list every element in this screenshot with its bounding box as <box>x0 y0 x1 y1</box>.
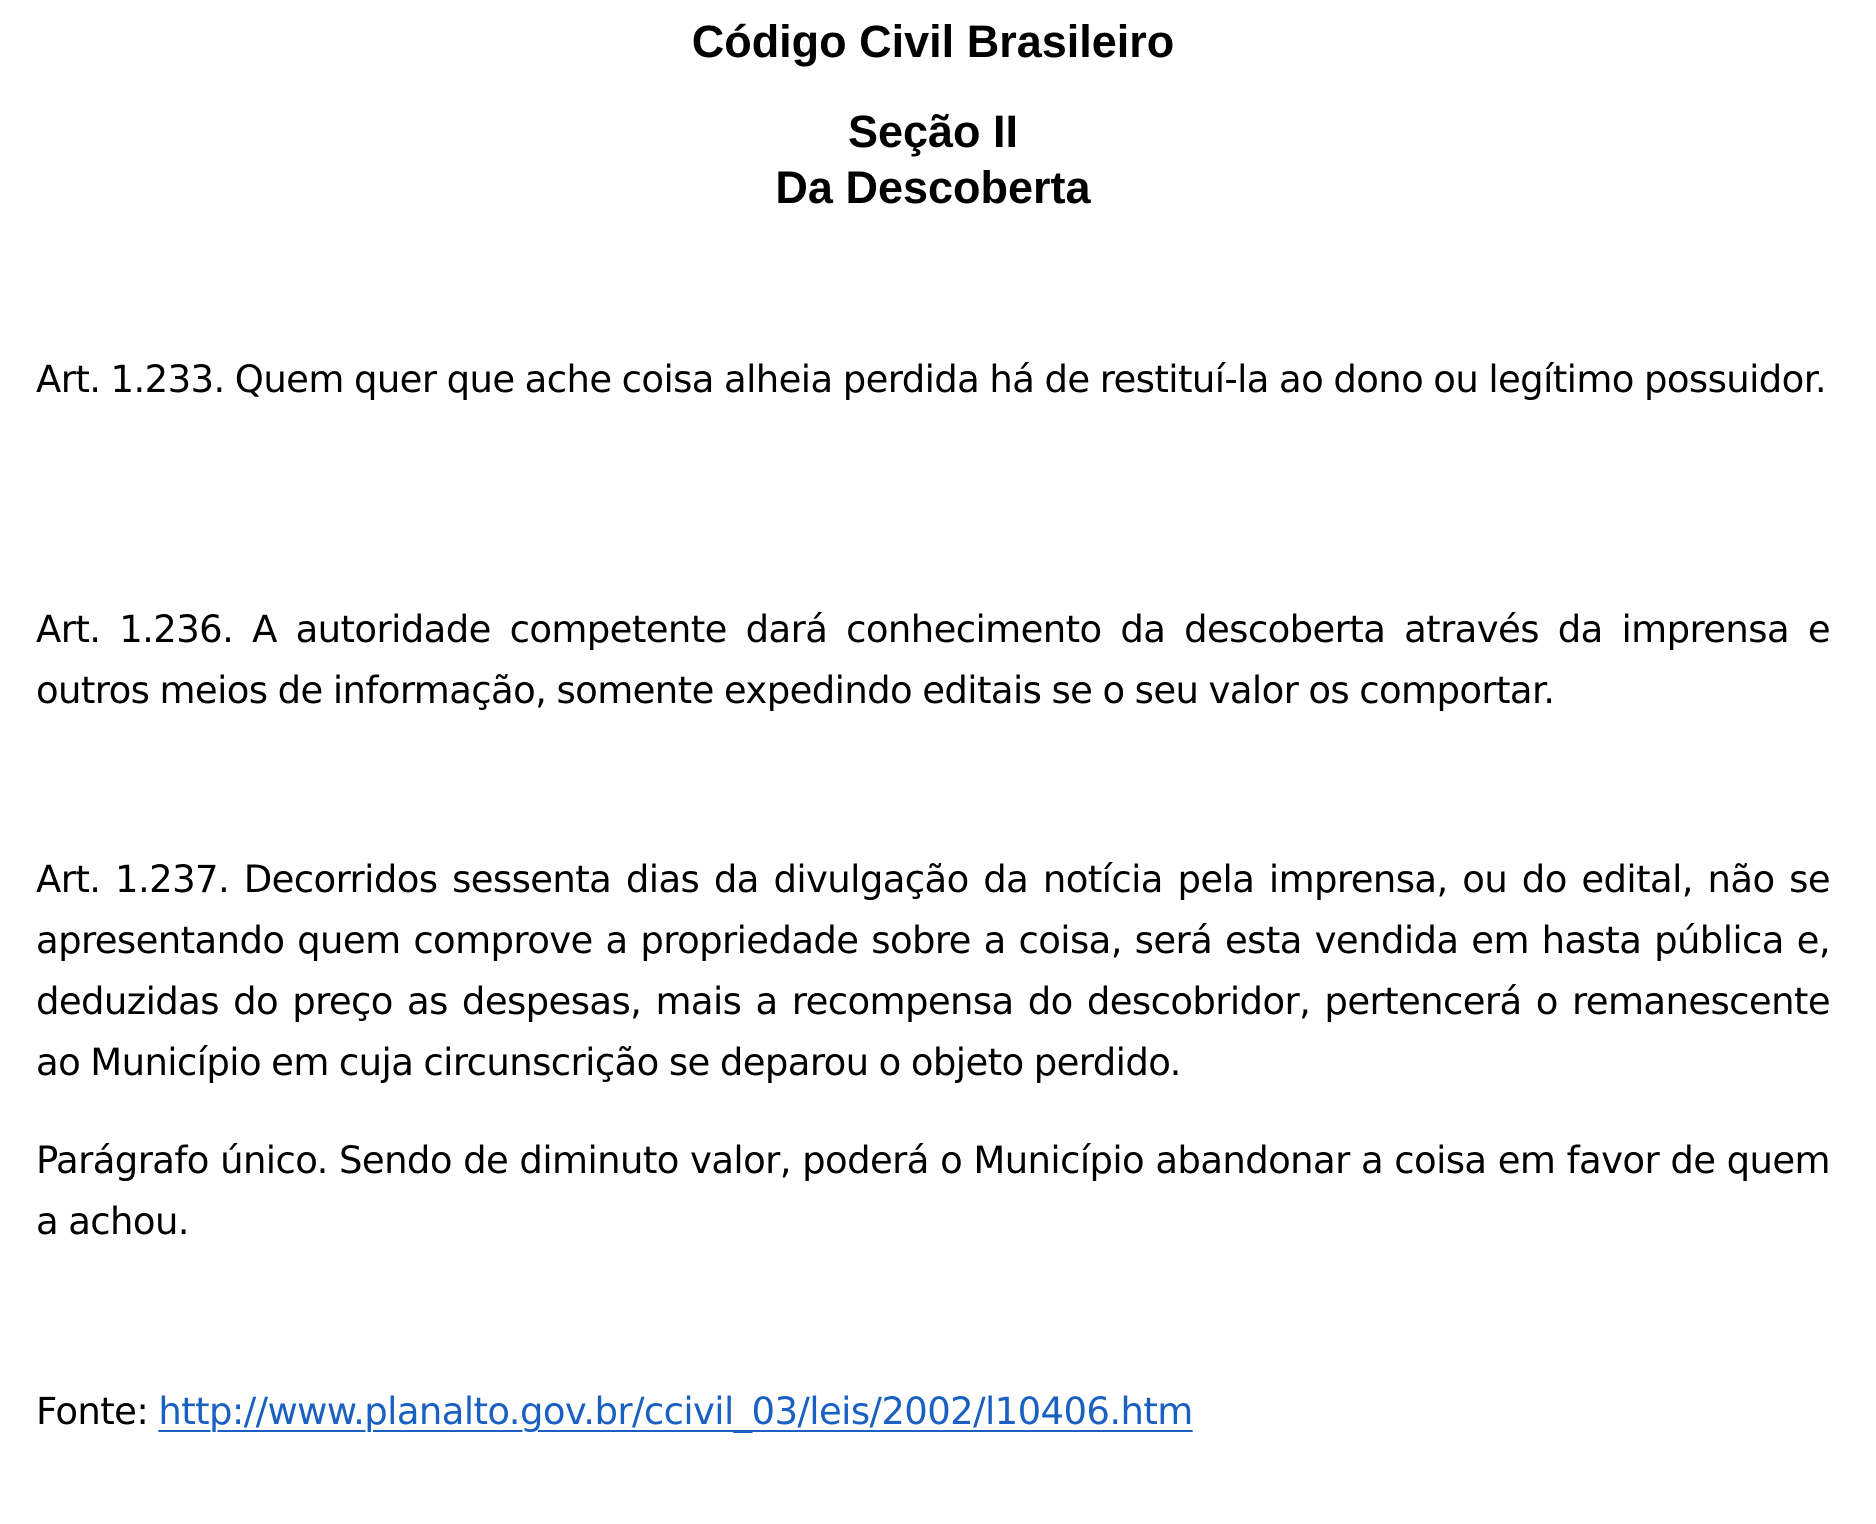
article-1237: Art. 1.237. Decorridos sessenta dias da divulgação da notícia pela imprensa, ou do edital, não se apresentando quem comprove a propriedade sobre a coisa, será esta vendida em hasta pública e, deduzidas do preço as despesas, mais a recompensa do descobridor, pertencerá o remanescente ao Município em cuja circunscrição se deparou o objeto perdido. <box>36 858 1830 1084</box>
section-number: Seção II <box>847 106 1019 157</box>
document-page <box>36 0 1830 1524</box>
document-title: Código Civil Brasileiro <box>691 16 1175 67</box>
source-link[interactable]: http://www.planalto.gov.br/ccivil_03/leis/2002/l10406.htm <box>158 1390 1193 1433</box>
article-1236: Art. 1.236. A autoridade competente dará conhecimento da descoberta através da imprensa e outros meios de informação, somente expedindo editais se o seu valor os comportar. <box>36 608 1830 712</box>
article-1237-sole-paragraph: Parágrafo único. Sendo de diminuto valor, poderá o Município abandonar a coisa em favor de quem a achou. <box>36 1139 1830 1243</box>
article-1233: Art. 1.233. Quem quer que ache coisa alheia perdida há de restituí-la ao dono ou legítimo possuidor. <box>36 358 1827 401</box>
section-heading <box>36 104 1830 216</box>
source-label: Fonte: <box>36 1390 159 1433</box>
source-line <box>36 1381 1830 1442</box>
section-name: Da Descoberta <box>775 162 1091 213</box>
